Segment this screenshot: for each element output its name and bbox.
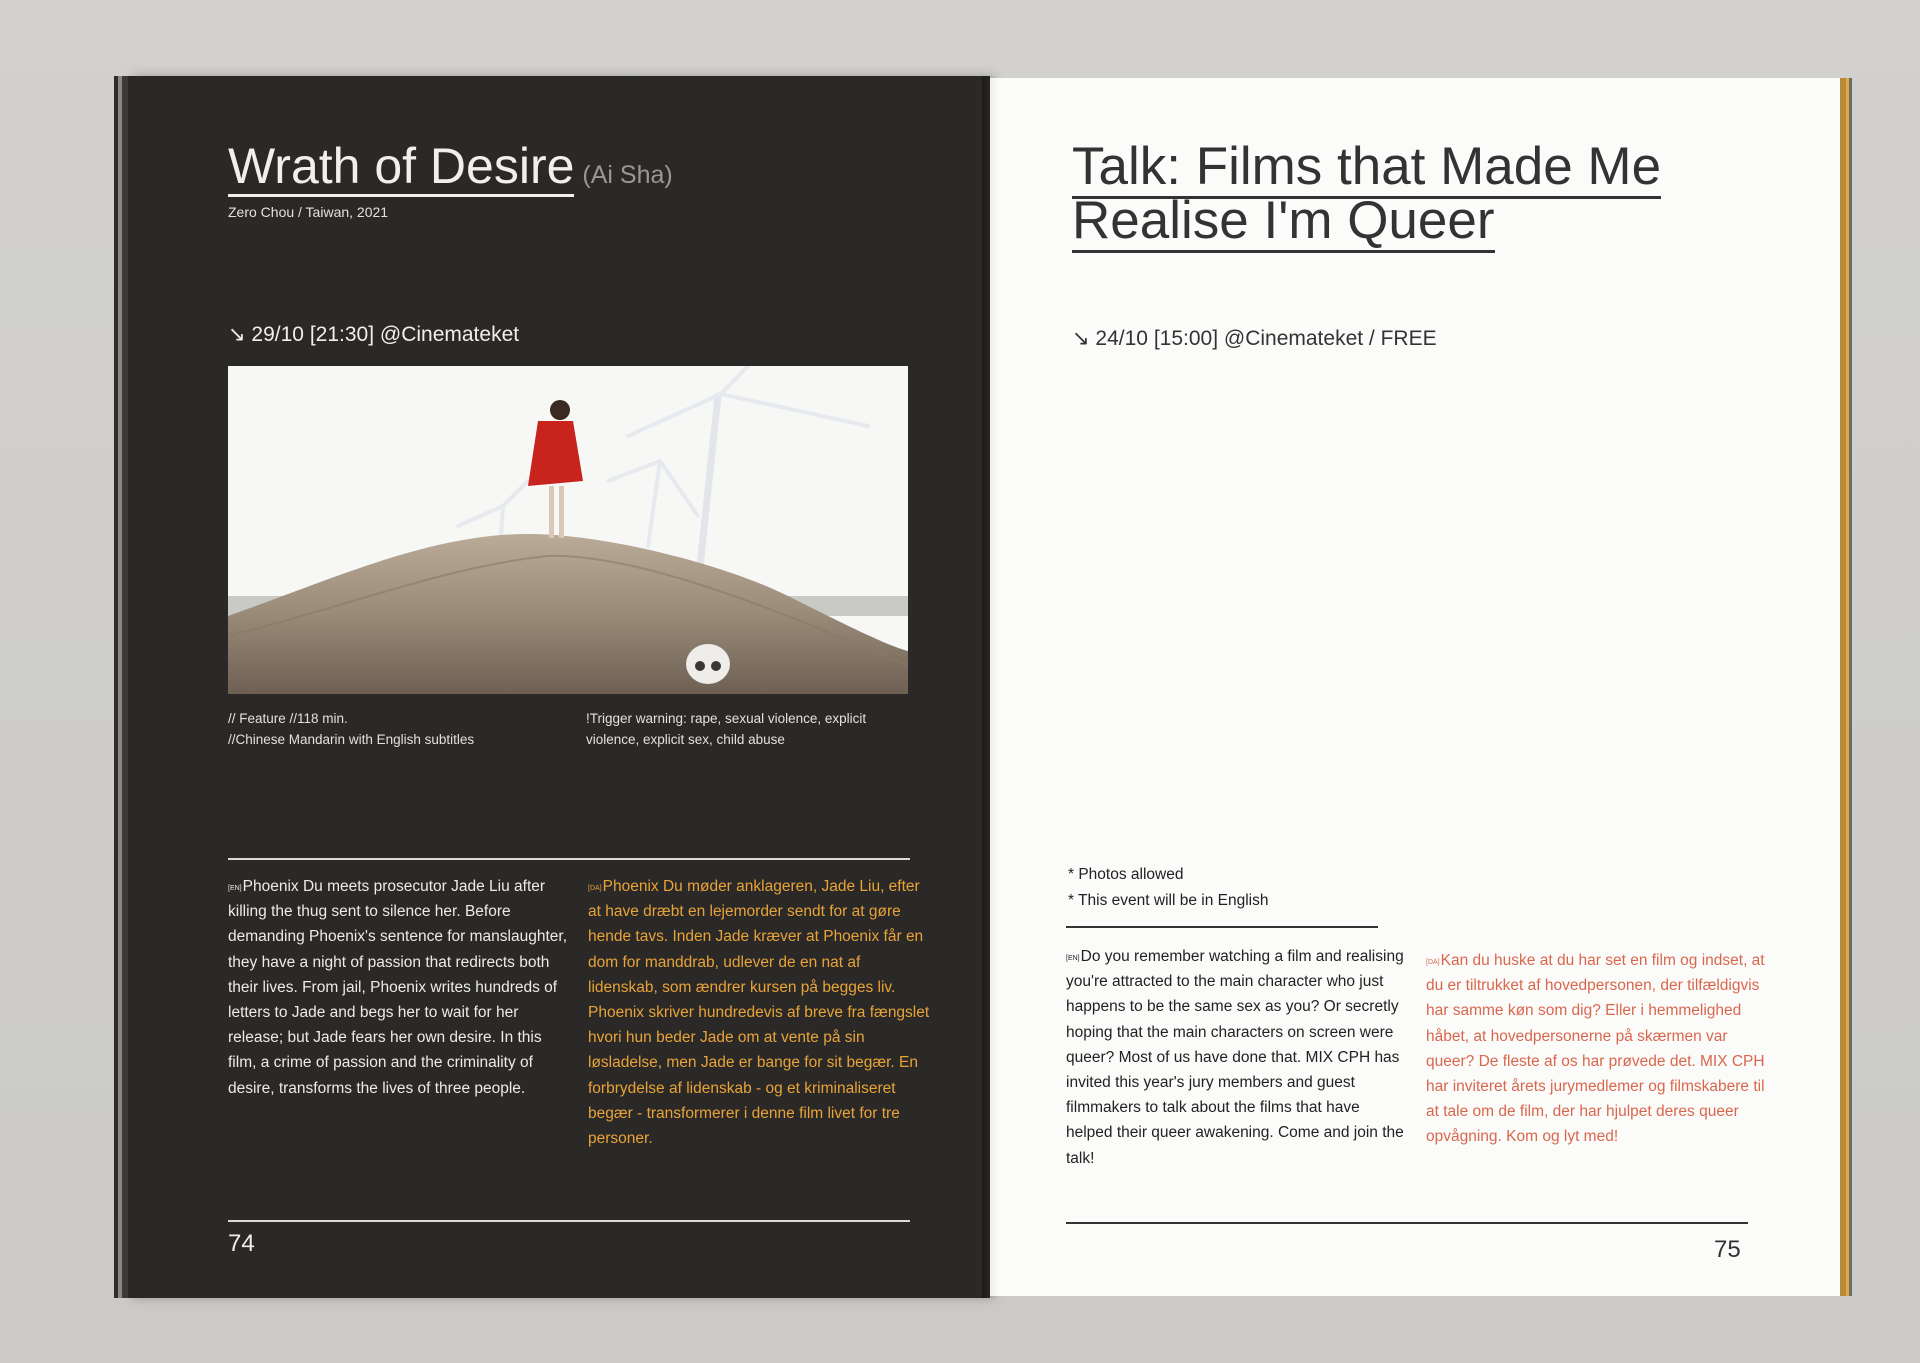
synopsis-english bbox=[228, 874, 570, 1101]
lang-tag-da: [DA] bbox=[588, 885, 602, 892]
page-number: 75 bbox=[1714, 1236, 1741, 1263]
divider-bottom bbox=[228, 1220, 910, 1222]
trigger-warning: !Trigger warning: rape, sexual violence, explicit violence, explicit sex, child abuse bbox=[586, 711, 867, 747]
screening-info: ↘ 24/10 [15:00] @Cinemateket / FREE bbox=[1072, 327, 1437, 350]
film-still-image bbox=[228, 366, 908, 694]
film-title: Wrath of Desire bbox=[228, 138, 574, 197]
divider-notes bbox=[1066, 926, 1378, 928]
skull bbox=[686, 644, 730, 684]
film-details bbox=[228, 708, 568, 750]
lang-tag-da: [DA] bbox=[1426, 959, 1440, 966]
divider-bottom bbox=[1066, 1222, 1748, 1224]
description-danish bbox=[1426, 948, 1766, 1150]
note-photos: * Photos allowed bbox=[1068, 866, 1184, 883]
film-still-illustration bbox=[228, 366, 908, 694]
event-title-text: Talk: Films that Made Me Realise I'm Queer bbox=[1072, 137, 1661, 253]
synopsis-danish-text: Phoenix Du møder anklageren, Jade Liu, efter at have dræbt en lejemorder sendt for at gøre hende tavs. Inden Jade kræver at Phoenix får en dom for manddrab, udlever de en nat af lidenskab, som ændrer kursen på begges liv. Phoenix skriver hundredevis af breve fra fængslet hvori hun beder Jade om at vente på sin løsladelse, men Jade er bange for sit begær. En forbrydelse af lidenskab - og et kriminaliseret begær - transformerer i denne film livet for tre personer. bbox=[588, 878, 930, 1148]
film-original-title: (Ai Sha) bbox=[582, 161, 673, 189]
left-page bbox=[128, 76, 990, 1298]
right-page bbox=[990, 78, 1840, 1296]
description-english bbox=[1066, 944, 1406, 1171]
screening-info: ↘ 29/10 [21:30] @Cinemateket bbox=[228, 323, 520, 346]
page-number: 74 bbox=[228, 1230, 255, 1257]
film-credit: Zero Chou / Taiwan, 2021 bbox=[228, 204, 389, 220]
note-language: * This event will be in English bbox=[1068, 892, 1269, 909]
lang-tag-en: [EN] bbox=[1066, 955, 1080, 962]
format-runtime: // Feature //118 min. bbox=[228, 711, 348, 726]
event-title bbox=[1072, 137, 1712, 250]
event-notes bbox=[1068, 862, 1268, 914]
language-subtitles: //Chinese Mandarin with English subtitles bbox=[228, 732, 475, 747]
description-danish-text: Kan du huske at du har set en film og indset, at du er tiltrukket af hovedpersonen, der tilfældigvis har samme køn som dig? Eller i hemmelighed håbet, at hovedpersonerne på skærmen var queer? De fleste af os har prøvede det. MIX CPH har inviteret årets jurymedlemer og filmskabere til at tale om de film, der har hjulpet deres queer opvågning. Kom og lyt med! bbox=[1426, 952, 1765, 1146]
divider-top bbox=[228, 858, 910, 860]
book-spine bbox=[982, 76, 998, 1298]
lang-tag-en: [EN] bbox=[228, 885, 242, 892]
film-title-block bbox=[228, 138, 948, 197]
description-english-text: Do you remember watching a film and realising you're attracted to the main character who just happens to be the same sex as you? Or secretly hoping that the main characters on screen were queer? Most of us have done that. MIX CPH has invited this year's jury members and guest filmmakers to talk about the films that have helped their queer awakening. Come and join the talk! bbox=[1066, 948, 1404, 1167]
synopsis-english-text: Phoenix Du meets prosecutor Jade Liu after killing the thug sent to silence her. Before demanding Phoenix's sentence for manslaughter, they have a night of passion that redirects both their lives. From jail, Phoenix writes hundreds of letters to Jade and begs her to wait for her release; but Jade fears her own desire. In this film, a crime of passion and the criminality of desire, transforms the lives of three people. bbox=[228, 878, 568, 1097]
synopsis-danish bbox=[588, 874, 930, 1151]
